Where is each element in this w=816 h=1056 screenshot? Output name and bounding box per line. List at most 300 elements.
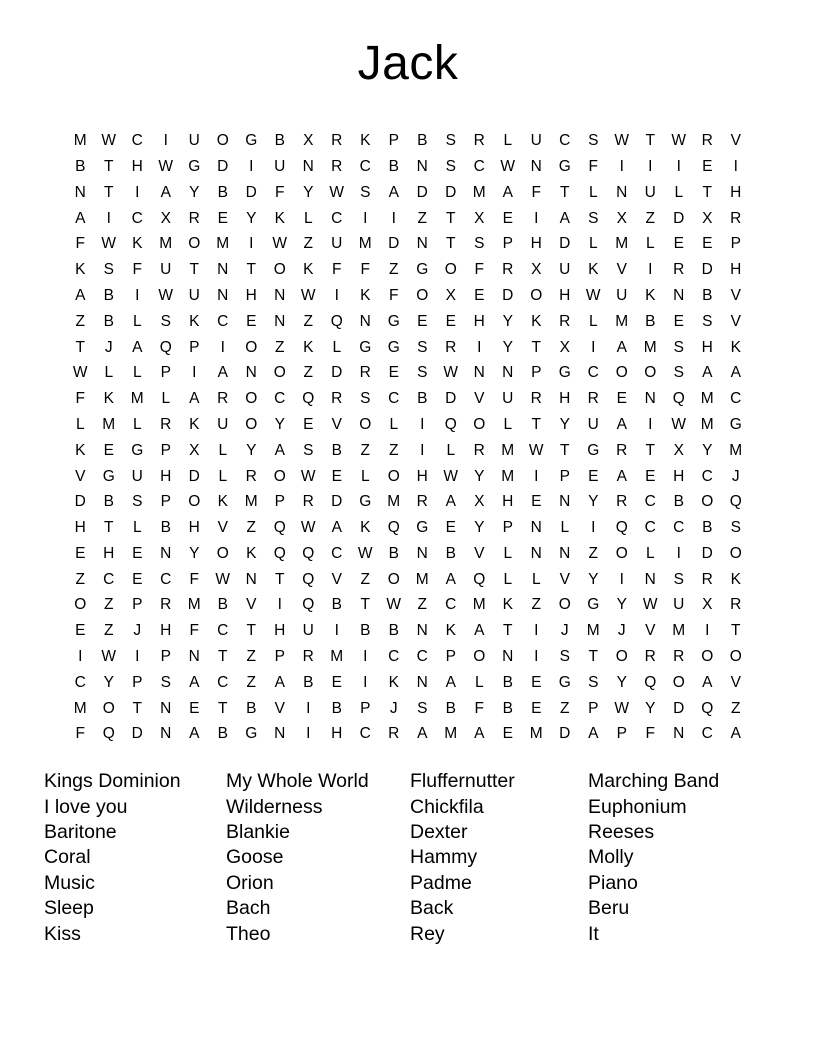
letter-cell[interactable]: R [331,157,343,175]
letter-cell[interactable]: X [559,338,570,356]
letter-cell[interactable]: L [389,415,399,433]
letter-cell[interactable]: O [473,648,486,666]
letter-cell[interactable]: P [274,493,285,511]
letter-cell[interactable]: P [559,467,570,485]
letter-cell[interactable]: C [217,312,229,330]
letter-cell[interactable]: V [730,132,741,150]
letter-cell[interactable]: M [529,725,543,743]
letter-cell[interactable]: Q [302,596,315,614]
letter-cell[interactable]: I [277,596,282,614]
letter-cell[interactable]: P [160,493,171,511]
letter-cell[interactable]: A [160,183,171,201]
letter-cell[interactable]: L [132,364,142,382]
letter-cell[interactable]: G [587,596,600,614]
letter-cell[interactable]: S [103,261,114,279]
letter-cell[interactable]: R [673,648,685,666]
letter-cell[interactable]: R [245,467,257,485]
word-list-item[interactable]: Wilderness [226,795,323,818]
letter-cell[interactable]: M [73,699,87,717]
letter-cell[interactable]: H [673,467,685,485]
letter-cell[interactable]: R [644,648,656,666]
letter-cell[interactable]: T [246,261,256,279]
letter-cell[interactable]: L [560,519,570,537]
letter-cell[interactable]: H [331,725,343,743]
letter-cell[interactable]: C [730,390,742,408]
letter-cell[interactable]: D [74,493,86,511]
letter-cell[interactable]: C [673,519,685,537]
letter-cell[interactable]: Z [560,699,570,717]
letter-cell[interactable]: D [331,493,343,511]
letter-cell[interactable]: Y [502,312,513,330]
letter-cell[interactable]: N [644,390,656,408]
letter-cell[interactable]: M [73,132,87,150]
letter-cell[interactable]: W [300,467,316,485]
letter-cell[interactable]: Y [474,519,485,537]
letter-cell[interactable]: H [245,286,257,304]
letter-cell[interactable]: V [274,699,285,717]
letter-cell[interactable]: T [531,415,541,433]
letter-cell[interactable]: J [560,622,569,640]
word-list-item[interactable]: Rey [410,922,445,945]
letter-cell[interactable]: R [616,493,628,511]
letter-cell[interactable]: K [274,209,285,227]
letter-cell[interactable]: Y [502,338,513,356]
letter-cell[interactable]: D [245,183,257,201]
letter-cell[interactable]: R [359,364,371,382]
letter-cell[interactable]: K [445,622,456,640]
letter-cell[interactable]: S [160,673,171,691]
letter-cell[interactable]: R [302,493,314,511]
letter-cell[interactable]: L [104,364,114,382]
letter-cell[interactable]: Q [159,338,172,356]
letter-cell[interactable]: C [131,209,143,227]
letter-cell[interactable]: W [272,235,288,253]
letter-cell[interactable]: D [701,544,713,562]
letter-cell[interactable]: O [644,364,657,382]
letter-cell[interactable]: C [359,157,371,175]
letter-cell[interactable]: K [303,338,314,356]
letter-cell[interactable]: Y [588,570,599,588]
letter-cell[interactable]: B [388,622,399,640]
letter-cell[interactable]: O [530,286,543,304]
word-list-item[interactable]: Euphonium [588,795,687,818]
letter-cell[interactable]: M [130,390,144,408]
letter-cell[interactable]: Z [731,699,741,717]
letter-cell[interactable]: Q [302,544,315,562]
letter-cell[interactable]: B [360,622,371,640]
letter-cell[interactable]: I [220,338,225,356]
letter-cell[interactable]: Q [473,570,486,588]
letter-cell[interactable]: Y [189,183,200,201]
letter-cell[interactable]: L [218,441,228,459]
letter-cell[interactable]: Q [701,699,714,717]
letter-cell[interactable]: Q [302,570,315,588]
letter-cell[interactable]: E [502,209,513,227]
letter-cell[interactable]: Y [274,415,285,433]
letter-cell[interactable]: O [188,493,201,511]
letter-cell[interactable]: R [331,132,343,150]
letter-cell[interactable]: M [586,622,600,640]
letter-cell[interactable]: O [74,596,87,614]
letter-cell[interactable]: V [559,570,570,588]
word-list-item[interactable]: Fluffernutter [410,770,515,793]
letter-cell[interactable]: P [502,235,513,253]
letter-cell[interactable]: H [559,286,571,304]
letter-cell[interactable]: I [334,286,339,304]
letter-cell[interactable]: X [702,596,713,614]
letter-cell[interactable]: S [730,519,741,537]
letter-cell[interactable]: A [132,338,143,356]
word-list-item[interactable]: It [588,922,599,945]
letter-cell[interactable]: Z [303,235,313,253]
letter-cell[interactable]: Y [616,596,627,614]
letter-cell[interactable]: Q [273,544,286,562]
letter-cell[interactable]: P [502,519,513,537]
letter-cell[interactable]: R [730,209,742,227]
letter-cell[interactable]: U [160,261,172,279]
letter-cell[interactable]: R [160,415,172,433]
letter-cell[interactable]: Z [417,596,427,614]
letter-cell[interactable]: I [334,622,339,640]
letter-cell[interactable]: D [559,725,571,743]
letter-cell[interactable]: A [588,725,599,743]
letter-cell[interactable]: W [585,286,601,304]
letter-cell[interactable]: E [217,209,228,227]
letter-cell[interactable]: M [501,441,515,459]
letter-cell[interactable]: I [477,338,482,356]
letter-cell[interactable]: N [473,364,485,382]
letter-cell[interactable]: T [531,338,541,356]
letter-cell[interactable]: M [700,390,714,408]
letter-cell[interactable]: H [502,493,514,511]
letter-cell[interactable]: O [444,261,457,279]
letter-cell[interactable]: F [132,261,142,279]
letter-cell[interactable]: S [673,570,684,588]
letter-cell[interactable]: X [474,209,485,227]
letter-cell[interactable]: U [302,622,314,640]
word-list-item[interactable]: Music [44,871,95,894]
letter-cell[interactable]: O [359,415,372,433]
letter-cell[interactable]: R [160,596,172,614]
letter-cell[interactable]: U [502,390,514,408]
letter-cell[interactable]: N [559,544,571,562]
letter-cell[interactable]: M [444,725,458,743]
letter-cell[interactable]: I [619,570,624,588]
letter-cell[interactable]: O [188,235,201,253]
letter-cell[interactable]: L [360,467,370,485]
word-list-item[interactable]: Hammy [410,846,478,869]
letter-cell[interactable]: M [387,493,401,511]
letter-cell[interactable]: I [648,157,653,175]
letter-cell[interactable]: P [588,699,599,717]
letter-cell[interactable]: Z [360,441,370,459]
letter-cell[interactable]: W [614,132,630,150]
letter-cell[interactable]: L [161,390,171,408]
letter-cell[interactable]: E [445,519,456,537]
letter-cell[interactable]: S [360,390,371,408]
letter-cell[interactable]: F [275,183,285,201]
letter-cell[interactable]: H [103,544,115,562]
letter-cell[interactable]: U [530,132,542,150]
letter-cell[interactable]: K [360,519,371,537]
letter-cell[interactable]: S [445,157,456,175]
letter-cell[interactable]: T [360,596,370,614]
letter-cell[interactable]: W [329,183,345,201]
letter-cell[interactable]: L [75,415,85,433]
letter-cell[interactable]: S [673,338,684,356]
letter-cell[interactable]: U [644,183,656,201]
letter-cell[interactable]: Z [389,441,399,459]
letter-cell[interactable]: L [303,209,313,227]
letter-cell[interactable]: N [74,183,86,201]
word-list-item[interactable]: Orion [226,871,274,894]
letter-cell[interactable]: M [102,415,116,433]
letter-cell[interactable]: V [616,261,627,279]
letter-cell[interactable]: I [106,209,111,227]
letter-cell[interactable]: C [388,390,400,408]
letter-cell[interactable]: M [159,235,173,253]
letter-cell[interactable]: G [102,467,115,485]
letter-cell[interactable]: N [160,699,172,717]
letter-cell[interactable]: G [558,157,571,175]
letter-cell[interactable]: R [473,441,485,459]
letter-cell[interactable]: T [104,519,114,537]
letter-cell[interactable]: U [559,261,571,279]
letter-cell[interactable]: O [729,544,742,562]
letter-cell[interactable]: V [331,415,342,433]
letter-cell[interactable]: U [188,132,200,150]
letter-cell[interactable]: O [473,415,486,433]
letter-cell[interactable]: G [587,441,600,459]
letter-cell[interactable]: H [473,312,485,330]
letter-cell[interactable]: I [676,157,681,175]
letter-cell[interactable]: D [217,157,229,175]
letter-cell[interactable]: T [189,261,199,279]
letter-cell[interactable]: K [189,312,200,330]
letter-cell[interactable]: U [587,415,599,433]
letter-cell[interactable]: M [472,596,486,614]
letter-cell[interactable]: Q [644,673,657,691]
letter-cell[interactable]: A [75,286,86,304]
letter-cell[interactable]: E [75,544,86,562]
letter-cell[interactable]: I [249,157,254,175]
letter-cell[interactable]: F [75,390,85,408]
word-list-item[interactable]: Reeses [588,820,655,843]
letter-cell[interactable]: B [103,312,114,330]
letter-cell[interactable]: C [559,132,571,150]
letter-cell[interactable]: G [359,493,372,511]
letter-cell[interactable]: N [160,544,172,562]
letter-cell[interactable]: N [274,312,286,330]
word-list-item[interactable]: Theo [226,922,271,945]
letter-cell[interactable]: W [500,157,516,175]
letter-cell[interactable]: L [588,235,598,253]
letter-cell[interactable]: Q [102,725,115,743]
letter-cell[interactable]: B [103,286,114,304]
letter-cell[interactable]: C [587,364,599,382]
letter-cell[interactable]: C [217,622,229,640]
letter-cell[interactable]: K [246,544,257,562]
letter-cell[interactable]: T [645,132,655,150]
letter-cell[interactable]: P [132,673,143,691]
letter-cell[interactable]: S [445,132,456,150]
letter-cell[interactable]: N [302,157,314,175]
letter-cell[interactable]: K [103,390,114,408]
letter-cell[interactable]: P [360,699,371,717]
word-list-item[interactable]: Goose [226,846,284,869]
letter-cell[interactable]: G [558,673,571,691]
letter-cell[interactable]: L [503,570,513,588]
letter-cell[interactable]: U [331,235,343,253]
letter-cell[interactable]: Y [189,544,200,562]
letter-cell[interactable]: A [702,364,713,382]
letter-cell[interactable]: F [474,261,484,279]
letter-grid[interactable] [66,128,750,747]
letter-cell[interactable]: A [702,673,713,691]
letter-cell[interactable]: E [531,493,542,511]
letter-cell[interactable]: V [246,596,257,614]
letter-cell[interactable]: J [389,699,398,717]
letter-cell[interactable]: C [217,673,229,691]
letter-cell[interactable]: Z [389,261,399,279]
letter-cell[interactable]: R [217,390,229,408]
letter-cell[interactable]: I [306,699,311,717]
letter-cell[interactable]: N [416,673,428,691]
letter-cell[interactable]: B [502,673,513,691]
letter-cell[interactable]: G [416,261,429,279]
letter-cell[interactable]: Y [559,415,570,433]
letter-cell[interactable]: W [671,132,687,150]
letter-cell[interactable]: I [591,338,596,356]
letter-cell[interactable]: V [75,467,86,485]
letter-cell[interactable]: I [534,467,539,485]
letter-cell[interactable]: G [416,519,429,537]
word-list-item[interactable]: Piano [588,871,638,894]
letter-cell[interactable]: O [701,648,714,666]
letter-cell[interactable]: A [616,467,627,485]
letter-cell[interactable]: P [730,235,741,253]
letter-cell[interactable]: V [730,312,741,330]
letter-cell[interactable]: B [702,519,713,537]
letter-cell[interactable]: B [75,157,86,175]
letter-cell[interactable]: C [274,390,286,408]
letter-cell[interactable]: Z [246,519,256,537]
letter-cell[interactable]: K [360,132,371,150]
letter-cell[interactable]: E [75,622,86,640]
letter-cell[interactable]: O [615,648,628,666]
letter-cell[interactable]: I [733,157,738,175]
letter-cell[interactable]: A [274,441,285,459]
letter-cell[interactable]: R [701,570,713,588]
letter-cell[interactable]: X [303,132,314,150]
letter-cell[interactable]: E [132,570,143,588]
letter-cell[interactable]: R [587,390,599,408]
letter-cell[interactable]: E [502,725,513,743]
letter-cell[interactable]: T [560,183,570,201]
letter-cell[interactable]: Z [75,570,85,588]
letter-cell[interactable]: B [388,157,399,175]
letter-cell[interactable]: Q [729,493,742,511]
letter-cell[interactable]: E [388,364,399,382]
letter-cell[interactable]: C [701,725,713,743]
letter-cell[interactable]: J [133,622,142,640]
letter-cell[interactable]: N [616,183,628,201]
letter-cell[interactable]: Z [246,648,256,666]
letter-cell[interactable]: Z [303,364,313,382]
letter-cell[interactable]: S [303,441,314,459]
letter-cell[interactable]: L [446,441,456,459]
letter-cell[interactable]: S [160,312,171,330]
letter-cell[interactable]: D [388,235,400,253]
word-list-item[interactable]: Sleep [44,897,94,920]
letter-cell[interactable]: I [363,673,368,691]
letter-cell[interactable]: O [729,648,742,666]
letter-cell[interactable]: V [474,544,485,562]
letter-cell[interactable]: M [672,622,686,640]
letter-cell[interactable]: N [274,725,286,743]
letter-cell[interactable]: K [588,261,599,279]
letter-cell[interactable]: D [673,699,685,717]
letter-cell[interactable]: M [187,596,201,614]
letter-cell[interactable]: C [445,596,457,614]
word-list-item[interactable]: Back [410,897,454,920]
letter-cell[interactable]: W [101,648,117,666]
letter-cell[interactable]: Q [302,390,315,408]
word-list-item[interactable]: Molly [588,846,634,869]
word-list-item[interactable]: Coral [44,846,91,869]
letter-cell[interactable]: M [501,467,515,485]
letter-cell[interactable]: W [300,519,316,537]
letter-cell[interactable]: W [443,467,459,485]
letter-cell[interactable]: Q [672,390,685,408]
letter-cell[interactable]: L [645,544,655,562]
letter-cell[interactable]: Z [275,338,285,356]
letter-cell[interactable]: R [559,312,571,330]
letter-cell[interactable]: R [502,261,514,279]
letter-cell[interactable]: D [445,183,457,201]
letter-cell[interactable]: W [158,157,174,175]
letter-cell[interactable]: A [189,725,200,743]
letter-cell[interactable]: R [530,390,542,408]
letter-cell[interactable]: C [644,519,656,537]
letter-cell[interactable]: B [274,132,285,150]
letter-cell[interactable]: P [445,648,456,666]
letter-cell[interactable]: T [560,441,570,459]
letter-cell[interactable]: E [474,286,485,304]
letter-cell[interactable]: N [530,544,542,562]
letter-cell[interactable]: H [160,622,172,640]
letter-cell[interactable]: C [131,132,143,150]
letter-cell[interactable]: T [218,648,228,666]
letter-cell[interactable]: K [730,338,741,356]
letter-cell[interactable]: T [588,648,598,666]
letter-cell[interactable]: D [673,209,685,227]
letter-cell[interactable]: R [302,648,314,666]
letter-cell[interactable]: N [160,725,172,743]
letter-cell[interactable]: Z [246,673,256,691]
letter-cell[interactable]: P [274,648,285,666]
letter-cell[interactable]: W [215,570,231,588]
letter-cell[interactable]: I [705,622,710,640]
letter-cell[interactable]: S [417,364,428,382]
letter-cell[interactable]: I [676,544,681,562]
letter-cell[interactable]: P [132,596,143,614]
letter-cell[interactable]: Y [645,699,656,717]
letter-cell[interactable]: E [189,699,200,717]
letter-cell[interactable]: N [530,157,542,175]
letter-cell[interactable]: A [388,183,399,201]
letter-cell[interactable]: P [189,338,200,356]
